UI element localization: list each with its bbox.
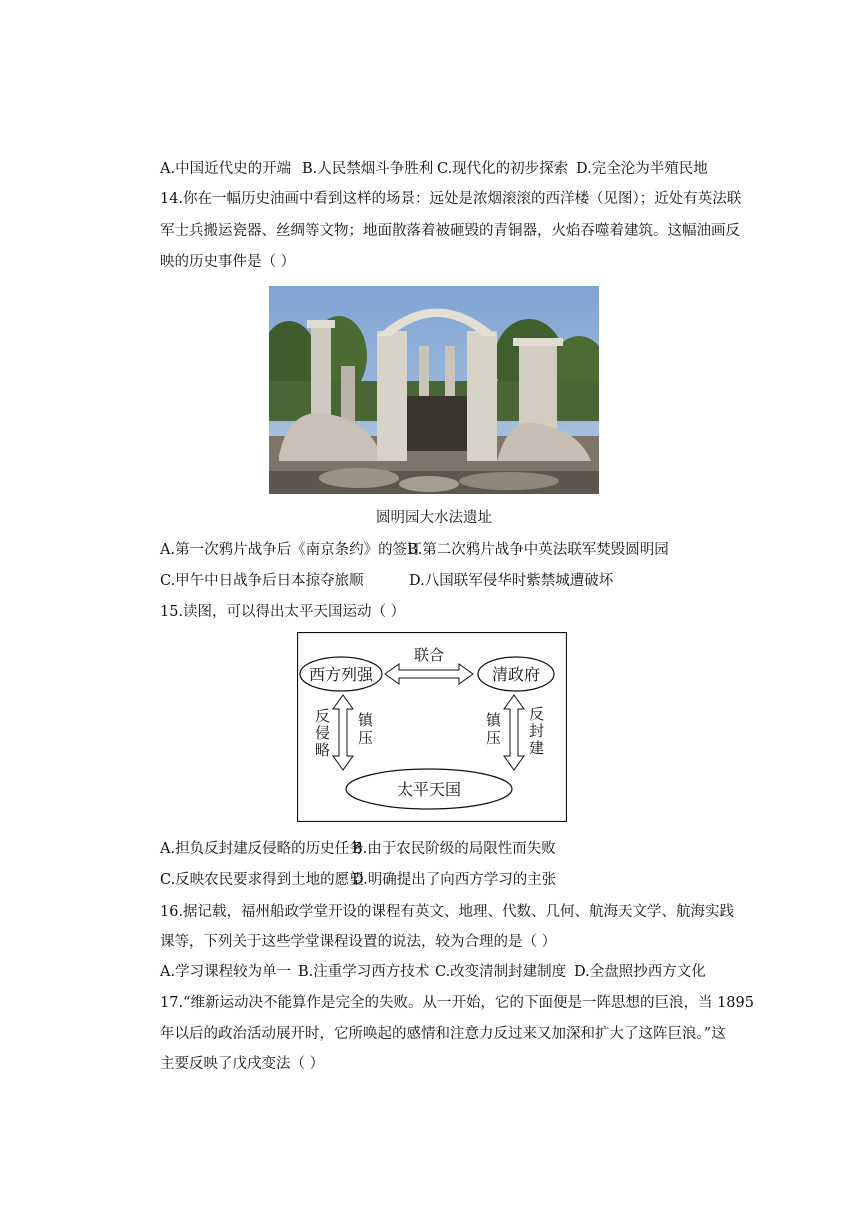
q14-option-d: D.八国联军侵华时紫禁城遭破坏 bbox=[409, 573, 614, 589]
q13-option-a: A.中国近代史的开端 bbox=[160, 161, 292, 177]
q17-stem-line-2: 年以后的政治活动展开时，它所唤起的感情和注意力反过来又加深和扩大了这阵巨浪。”这 bbox=[160, 1026, 726, 1042]
q14-option-a: A.第一次鸦片战争后《南京条约》的签订 bbox=[160, 542, 422, 558]
q16-option-d: D.全盘照抄西方文化 bbox=[574, 964, 706, 980]
taiping-relationship-diagram bbox=[297, 632, 567, 822]
q14-stem-line-1: 14.你在一幅历史油画中看到这样的场景：远处是浓烟滚滚的西洋楼（见图）；近处有英法联 bbox=[160, 191, 742, 207]
unite-label: 联合 bbox=[413, 647, 445, 664]
left-inner-label: 镇压 bbox=[358, 712, 374, 747]
node-taiping-label: 太平天国 bbox=[396, 782, 462, 799]
q15-option-d: D.明确提出了向西方学习的主张 bbox=[352, 872, 557, 888]
q17-stem-line-3: 主要反映了戊戌变法（ ） bbox=[160, 1056, 325, 1072]
node-west-label: 西方列强 bbox=[308, 667, 374, 684]
q17-stem-line-1: 17.“维新运动决不能算作是完全的失败。从一开始，它的下面便是一阵思想的巨浪，当 1895 bbox=[160, 995, 754, 1011]
node-qing-label: 清政府 bbox=[491, 667, 541, 684]
q15-option-b: B.由于农民阶级的局限性而失败 bbox=[352, 841, 556, 857]
q14-option-c: C.甲午中日战争后日本掠夺旅顺 bbox=[160, 573, 364, 589]
yuanmingyuan-ruins-photo bbox=[269, 286, 599, 494]
q14-stem-line-2: 军士兵搬运瓷器、丝绸等文物；地面散落着被砸毁的青铜器，火焰吞噬着建筑。这幅油画反 bbox=[160, 223, 740, 239]
q13-option-b: B.人民禁烟斗争胜利 bbox=[302, 161, 434, 177]
q14-stem-line-3: 映的历史事件是（ ） bbox=[160, 254, 296, 270]
right-outer-label: 反封建 bbox=[529, 706, 545, 757]
q16-stem-line-1: 16.据记载，福州船政学堂开设的课程有英文、地理、代数、几何、航海天文学、航海实践 bbox=[160, 904, 735, 920]
q15-stem: 15.读图，可以得出太平天国运动（ ） bbox=[160, 604, 406, 620]
photo-caption: 圆明园大水法遗址 bbox=[376, 510, 492, 526]
q16-option-a: A.学习课程较为单一 bbox=[160, 964, 292, 980]
q14-option-b: B.第二次鸦片战争中英法联军焚毁圆明园 bbox=[407, 542, 669, 558]
q15-option-c: C.反映农民要求得到土地的愿望 bbox=[160, 872, 364, 888]
q16-stem-line-2: 课等，下列关于这些学堂课程设置的说法，较为合理的是（ ） bbox=[160, 934, 557, 950]
q16-option-c: C.改变清制封建制度 bbox=[435, 964, 567, 980]
left-outer-label: 反侵略 bbox=[315, 708, 331, 759]
q16-option-b: B.注重学习西方技术 bbox=[298, 964, 430, 980]
right-inner-label: 镇压 bbox=[486, 712, 502, 747]
q15-option-a: A.担负反封建反侵略的历史任务 bbox=[160, 841, 364, 857]
q13-option-c: C.现代化的初步探索 bbox=[437, 161, 569, 177]
q13-option-d: D.完全沦为半殖民地 bbox=[576, 161, 708, 177]
